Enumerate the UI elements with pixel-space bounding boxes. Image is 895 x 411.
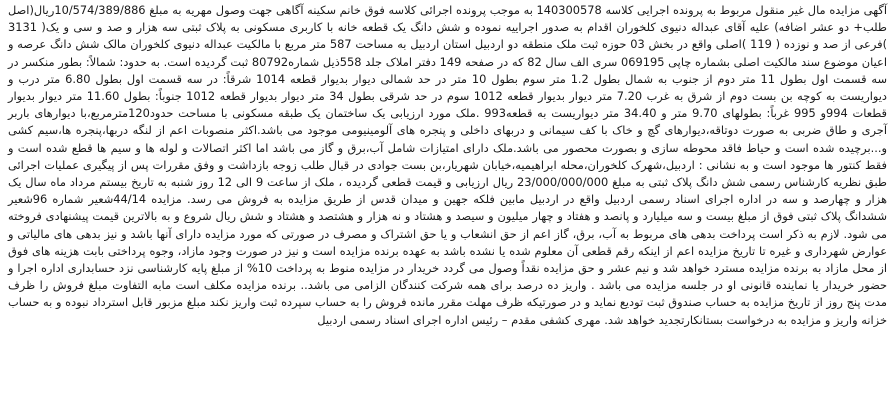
notice-text: آگهی مزایده مال غیر منقول مربوط به پرونده اجرایی کلاسه 140300578 به موجب پرونده اجرائی کلاسه فوق خانم سکینه آگاهی جهت وصول مهریه به مبلغ 10/574/389/886ریال(اصل طلب+ دو عشر اضافه) علیه آقای عبداله دنیوی کلخوران اقدام به صدور اجراییه نموده و شش دانگ یک قطعه خانه با کاربری مسکونی به پلاک ثبتی سه هزار و صد و سی و یک( 3131 )فرعی از صد و نوزده ( 119 )اصلی واقع در بخش 03 حوزه ثبت ملک منطقه دو اردبیل استان اردبیل به مساحت 587 متر مربع با مالکیت عبداله دنیوی کلخوران مالک شش دانگ عرصه و اعیان موضوع سند مالکیت اصلی بشماره چاپی 069195 سری الف سال 82 که در صفحه 149 دفتر املاک جلد 558ذیل شماره80792 ثبت گردیده است. به حدود: شمالاً: بطور منکسر در سه قسمت اول بطول 11 متر دوم از جنوب به شمال بطول 1.2 متر سوم بطول 10 متر در حد شمالی دیوار بدیوار قطعه 1014 شرقاً: در سه قسمت اول بطول 6.80 متر درب و دیواریست به کوچه بن بست دوم از شرق به غرب 7.20 متر دیوار بدیوار قطعه 1012 سوم در حد شرقی بطول 34 متر دیوار بدیوار قطعه 1012 جنوباً: بطول 11.60 متر دیوار بدیوار قطعات 994و 995 غرباً: بطولهای 9.70 متر و 34.40 متر دیواریست به قطعه993 .ملک مورد ارزیابی یک ساختمان یک طبقه مسکونی با مساحت حدود120مترمربع،با دیوارهای باربر آجری و طاق ضربی به صورت دوتاقه،دیوارهای گچ و خاک با کف سیمانی و دربهای داخلی و پنجره های آلومینیومی موجود می باشد.اکثر منصوبات اعم از لنگه دربها،پنجره ها،سیم کشی و...برچیده شده است و حیاط فاقد محوطه سازی و بصورت محصور می باشد.ملک دارای امتیازات شامل آب،برق و گاز می باشد اما اکثر اتصالات و لوله ها و سیم ها قطع شده است و فقط کنتور ها موجود است و به نشانی : اردبیل،شهرک کلخوران،محله ابراهیمیه،خیابان شهریار،بن بست جوادی در قبال طلب زوجه بازداشت و وفق مقررات پس از پیگیری عملیات اجرائی طبق نظریه کارشناس رسمی شش دانگ پلاک ثبتی به مبلغ 23/000/000/000 ریال ارزیابی و قیمت قطعی گردیده ، ملک از ساعت 9 الی 12 روز شنبه به تاریخ بیستم مرداد ماه سال یک هزار و چهارصد و سه در اداره اجرای اسناد رسمی اردبیل واقع در اردبیل مابین فلکه جهین و میدان قدس از طریق مزایده به فروش می رسد. مزایده 44/14شعیر شماره 96شعیر ششدانگ پلاک ثبتی فوق از مبلغ بیست و سه میلیارد و پانصد و هفتاد و چهار میلیون و سیصد و هشتاد و نه هزار و هشتصد و هشتاد و شش ریال شروع و به بالاترین قیمت پیشنهادی فروخته می شود. لازم به ذکر است پرداخت بدهی های مربوط به آب، برق، گاز اعم از حق انشعاب و یا حق اشتراک و مصرف در صورتی که مورد مزایده دارای آنها باشد و نیز بدهی های مالیاتی و عوارض شهرداری و غیره تا تاریخ مزایده اعم از اینکه رقم قطعی آن معلوم شده یا نشده باشد به عهده برنده مزایده است و نیز در صورت وجود مازاد، وجوه پرداختی بابت هزینه های فوق از محل مازاد به برنده مزایده مسترد خواهد شد و نیم عشر و حق مزایده نقداً وصول می گردد خریدار در مزایده منوط به پرداخت 10% از مبلغ پایه کارشناسی نزد حسابداری اداره اجرا و حضور خریدار یا نماینده قانونی او در جلسه مزایده می باشد . واریز ده درصد برای همه شرکت کنندگان الزامی می باشد.. برنده مزایده مکلف است مابه التفاوت مبلغ فروش را ظرف مدت پنج روز از تاریخ مزایده به حساب صندوق ثبت تودیع نماید و در صورتیکه ظرف مهلت مقرر مانده فروش را به حساب سپرده ثبت واریز نکند مبلغ مزبور قابل استرداد نبوده و به حساب خزانه واریز و مزایده به درخواست بستانکارتجدید خواهد شد. مهری کشفی مقدم – رئیس اداره اجرای اسناد رسمی اردبیل: [8, 3, 888, 327]
